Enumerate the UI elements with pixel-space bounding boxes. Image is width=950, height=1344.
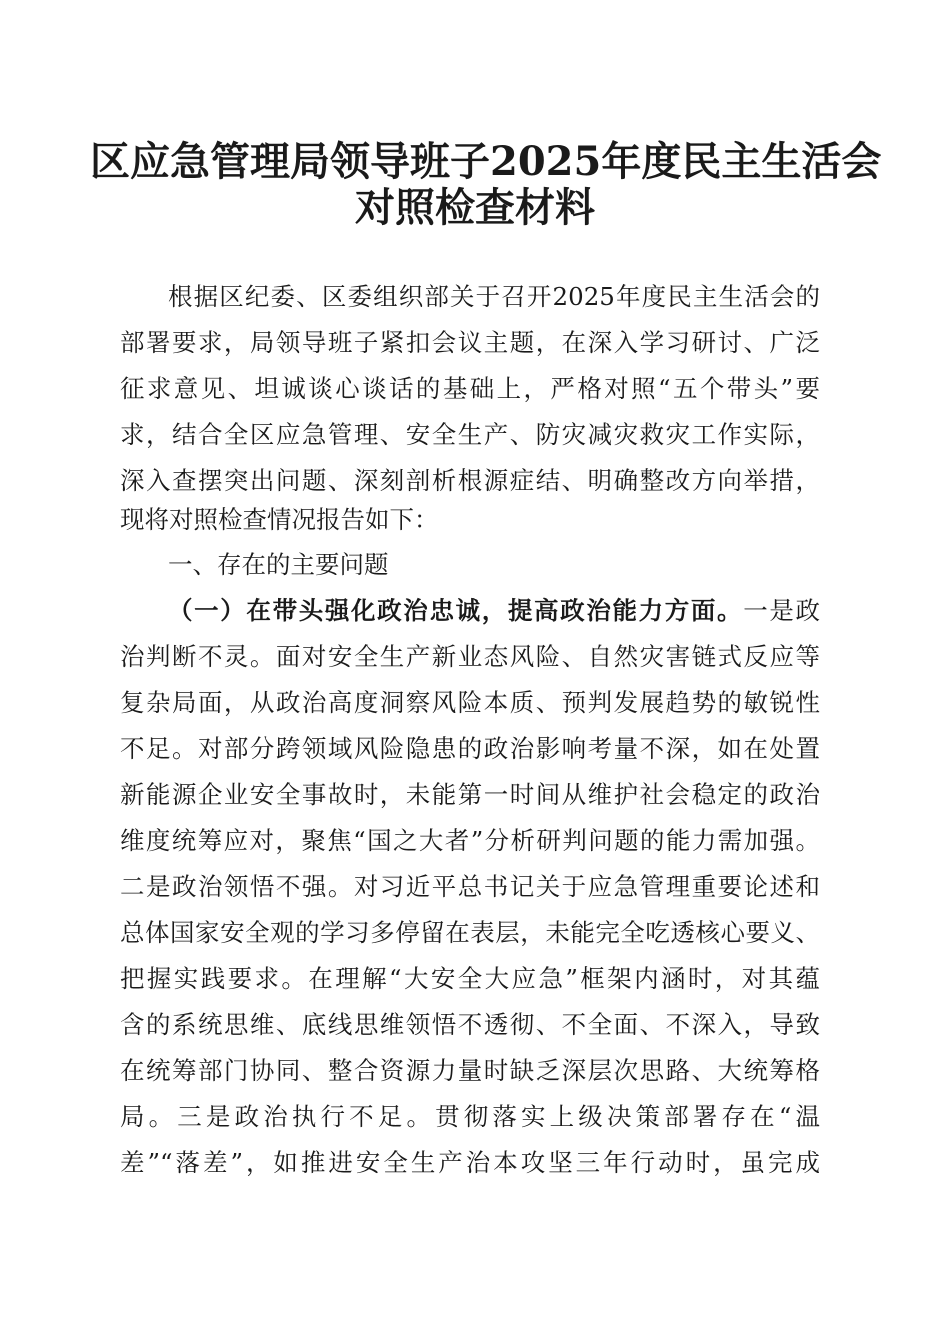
intro-line: 求，结合全区应急管理、安全生产、防灾减灾救灾工作实际， [120,420,820,449]
intro-line: 深入查摆突出问题、深刻剖析根源症结、明确整改方向举措， [120,466,820,495]
intro-line: 现将对照检查情况报告如下： [120,505,439,534]
section-heading: 一、存在的主要问题 [168,550,389,579]
intro-line: 征求意见、坦诚谈心谈话的基础上，严格对照“五个带头”要 [120,374,820,403]
intro-line: 部署要求，局领导班子紧扣会议主题，在深入学习研讨、广泛 [120,328,820,357]
body-line: 把握实践要求。在理解“大安全大应急”框架内涵时，对其蕴 [120,964,820,993]
subsection-heading-bold: （一）在带头强化政治忠诚，提高政治能力方面。 [168,596,744,625]
body-line: 不足。对部分跨领域风险隐患的政治影响考量不深，如在处置 [120,734,820,763]
body-line: 局。三是政治执行不足。贯彻落实上级决策部署存在“温 [120,1102,820,1131]
body-line: 二是政治领悟不强。对习近平总书记关于应急管理重要论述和 [120,872,820,901]
document-title-line-2: 对照检查材料 [355,184,595,231]
body-line: 差”“落差”，如推进安全生产治本攻坚三年行动时，虽完成 [120,1148,820,1177]
body-line: 维度统筹应对，聚焦“国之大者”分析研判问题的能力需加强。 [120,826,820,855]
subsection-first-line-rest: 一是政 [743,596,821,625]
body-line: 治判断不灵。面对安全生产新业态风险、自然灾害链式反应等 [120,642,820,671]
document-title-line-1: 区应急管理局领导班子2025年度民主生活会 [90,138,882,185]
body-line: 新能源企业安全事故时，未能第一时间从维护社会稳定的政治 [120,780,820,809]
body-line: 含的系统思维、底线思维领悟不透彻、不全面、不深入，导致 [120,1010,820,1039]
intro-line: 根据区纪委、区委组织部关于召开2025年度民主生活会的 [168,282,820,311]
body-line: 总体国家安全观的学习多停留在表层，未能完全吃透核心要义、 [120,918,820,947]
body-line: 复杂局面，从政治高度洞察风险本质、预判发展趋势的敏锐性 [120,688,820,717]
subsection-first-line [168,588,820,634]
body-line: 在统筹部门协同、整合资源力量时缺乏深层次思路、大统筹格 [120,1056,820,1085]
